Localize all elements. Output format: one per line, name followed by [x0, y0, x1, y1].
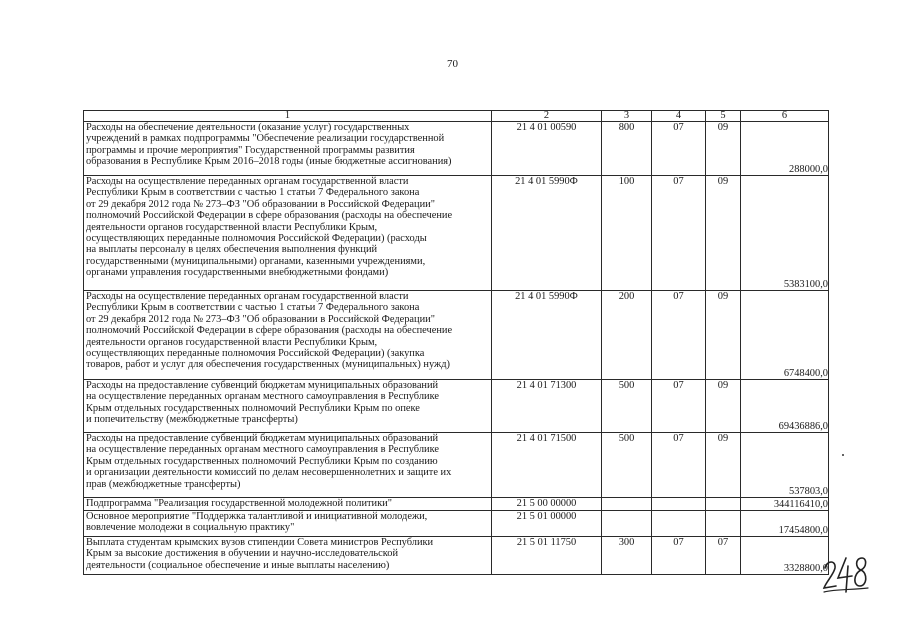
- row-amount: 5383100,0: [741, 176, 829, 291]
- row-description: Расходы на осуществление переданных органам государственной власти Республики Крым в соответствии с частью 1 статьи 7 Федерального закона от 29 декабря 2012 года № 273–ФЗ "Об образовании в Российской Федерации" полномочий Российской Федерации в сфере образования (расходы на обеспечение деятельности органов государственной власти Республики Крым, осуществляющих переданные полномочия Российской Федерации) (закупка товаров, работ и услуг для обеспечения государственных (муниципальных) нужд): [84, 291, 492, 380]
- table-row: [84, 291, 829, 380]
- row-code: 21 4 01 71300: [492, 380, 602, 433]
- header-row: [84, 111, 829, 122]
- table-row: [84, 122, 829, 176]
- row-expense-type: [602, 511, 652, 537]
- row-expense-type: 500: [602, 380, 652, 433]
- row-code: 21 4 01 00590: [492, 122, 602, 176]
- row-expense-type: [602, 498, 652, 511]
- row-subsection: [706, 511, 741, 537]
- row-amount: 288000,0: [741, 122, 829, 176]
- row-description: Основное мероприятие "Поддержка талантливой и инициативной молодежи, вовлечение молодежи в социальную практику": [84, 511, 492, 537]
- row-subsection: 09: [706, 122, 741, 176]
- row-description: Расходы на обеспечение деятельности (оказание услуг) государственных учреждений в рамках подпрограммы "Обеспечение реализации государственной программы и прочие мероприятия" Государственной программы развития образования в Республике Крым 2016–2018 годы (иные бюджетные ассигнования): [84, 122, 492, 176]
- page-number: 70: [447, 58, 458, 70]
- table-row: [84, 511, 829, 537]
- row-amount: 344116410,0: [741, 498, 829, 511]
- header-cell-6: 6: [741, 111, 829, 122]
- row-amount: 69436886,0: [741, 380, 829, 433]
- budget-table: [83, 110, 829, 575]
- header-cell-4: 4: [652, 111, 706, 122]
- header-cell-1: 1: [84, 111, 492, 122]
- table-row: [84, 498, 829, 511]
- row-section: [652, 511, 706, 537]
- row-subsection: 09: [706, 176, 741, 291]
- row-description: Расходы на предоставление субвенций бюджетам муниципальных образований на осуществление переданных органам местного самоуправления в Республике Крым отдельных государственных полномочий Республики Крым по созданию и организации деятельности комиссий по делам несовершеннолетних и защите их прав (межбюджетные трансферты): [84, 433, 492, 498]
- row-expense-type: 300: [602, 537, 652, 575]
- row-code: 21 4 01 5990Ф: [492, 291, 602, 380]
- row-description: Расходы на осуществление переданных органам государственной власти Республики Крым в соответствии с частью 1 статьи 7 Федерального закона от 29 декабря 2012 года № 273–ФЗ "Об образовании в Российской Федерации" полномочий Российской Федерации в сфере образования (расходы на обеспечение деятельности органов государственной власти Республики Крым, осуществляющих переданные полномочия Российской Федерации) (расходы на выплаты персоналу в целях обеспечения выполнения функций государственными (муниципальными) органами, казенными учреждениями, органами управления государственными внебюджетными фондами): [84, 176, 492, 291]
- row-section: 07: [652, 537, 706, 575]
- row-expense-type: 500: [602, 433, 652, 498]
- table-row: [84, 433, 829, 498]
- row-subsection: [706, 498, 741, 511]
- table-row: [84, 537, 829, 575]
- row-subsection: 09: [706, 380, 741, 433]
- header-cell-2: 2: [492, 111, 602, 122]
- row-section: 07: [652, 291, 706, 380]
- handwritten-page-number-signature: [822, 552, 870, 596]
- row-section: [652, 498, 706, 511]
- row-expense-type: 800: [602, 122, 652, 176]
- row-description: Выплата студентам крымских вузов стипендии Совета министров Республики Крым за высокие достижения в обучении и научно-исследовательской деятельности (социальное обеспечение и иные выплаты населению): [84, 537, 492, 575]
- row-amount: 6748400,0: [741, 291, 829, 380]
- row-section: 07: [652, 176, 706, 291]
- table-row: [84, 176, 829, 291]
- row-amount: 537803,0: [741, 433, 829, 498]
- header-cell-5: 5: [706, 111, 741, 122]
- row-code: 21 4 01 5990Ф: [492, 176, 602, 291]
- row-subsection: 09: [706, 291, 741, 380]
- table-row: [84, 380, 829, 433]
- scan-speck: [842, 454, 844, 456]
- row-amount: 3328800,0: [741, 537, 829, 575]
- header-cell-3: 3: [602, 111, 652, 122]
- row-amount: 17454800,0: [741, 511, 829, 537]
- row-subsection: 09: [706, 433, 741, 498]
- row-expense-type: 200: [602, 291, 652, 380]
- row-code: 21 5 01 00000: [492, 511, 602, 537]
- row-code: 21 5 00 00000: [492, 498, 602, 511]
- row-description: Расходы на предоставление субвенций бюджетам муниципальных образований на осуществление переданных органам местного самоуправления в Республике Крым отдельных государственных полномочий Республики Крым по опеке и попечительству (межбюджетные трансферты): [84, 380, 492, 433]
- row-description: Подпрограмма "Реализация государственной молодежной политики": [84, 498, 492, 511]
- row-expense-type: 100: [602, 176, 652, 291]
- row-section: 07: [652, 433, 706, 498]
- row-section: 07: [652, 380, 706, 433]
- row-subsection: 07: [706, 537, 741, 575]
- row-section: 07: [652, 122, 706, 176]
- row-code: 21 4 01 71500: [492, 433, 602, 498]
- row-code: 21 5 01 11750: [492, 537, 602, 575]
